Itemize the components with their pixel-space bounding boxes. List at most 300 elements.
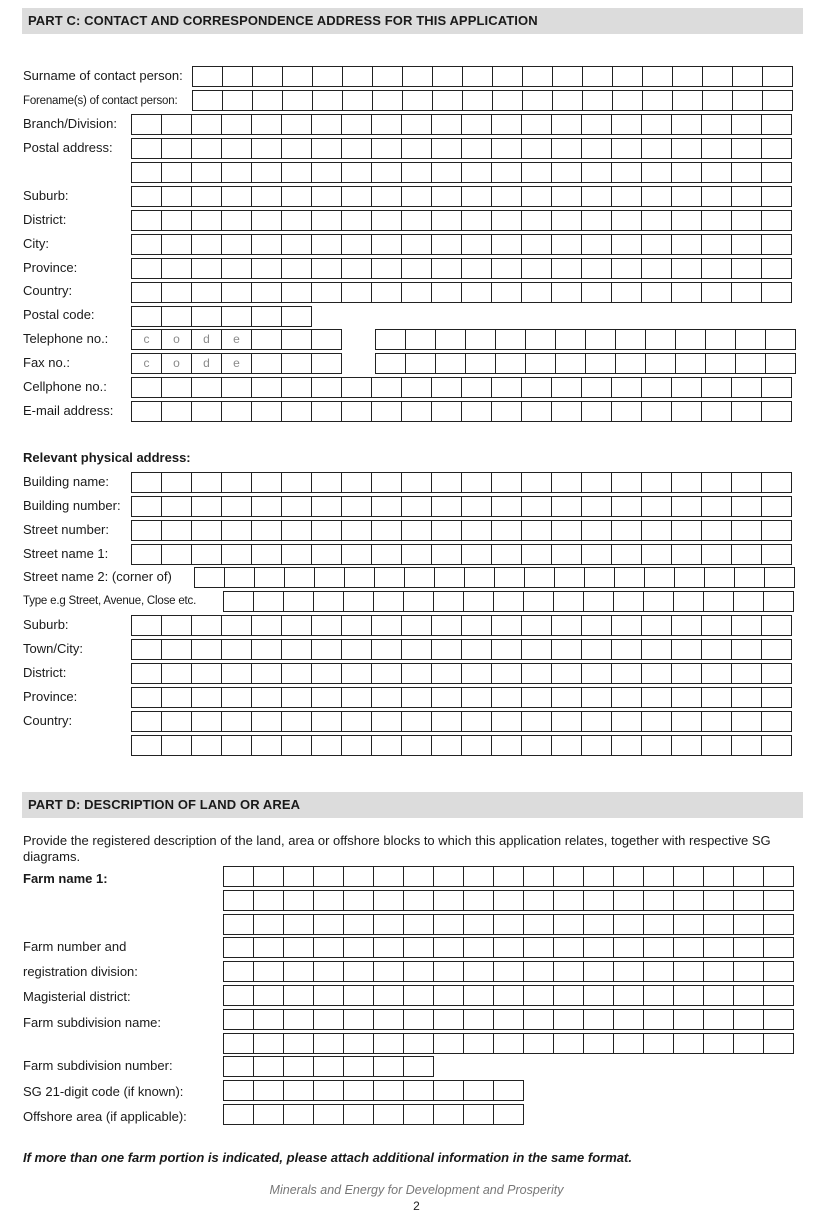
char-box[interactable] — [192, 90, 223, 111]
char-box[interactable] — [611, 544, 642, 565]
char-box[interactable] — [491, 138, 522, 159]
char-box[interactable] — [311, 735, 342, 756]
magisterial-district-boxes[interactable] — [223, 985, 793, 1006]
char-box[interactable] — [641, 282, 672, 303]
building-name-boxes[interactable] — [131, 472, 791, 493]
char-box[interactable] — [555, 329, 586, 350]
char-box[interactable] — [433, 866, 464, 887]
char-box[interactable] — [341, 496, 372, 517]
char-box[interactable] — [703, 890, 734, 911]
subdivision-name-boxes-1[interactable] — [223, 1009, 793, 1030]
char-box[interactable] — [491, 401, 522, 422]
char-box[interactable] — [373, 937, 404, 958]
char-box[interactable] — [551, 711, 582, 732]
char-box[interactable] — [493, 1080, 524, 1101]
char-box[interactable] — [311, 138, 342, 159]
char-box[interactable] — [641, 377, 672, 398]
char-box[interactable] — [553, 591, 584, 612]
char-box[interactable] — [763, 937, 794, 958]
char-box[interactable] — [161, 162, 192, 183]
char-box[interactable] — [131, 282, 162, 303]
char-box[interactable] — [764, 567, 795, 588]
char-box[interactable] — [131, 162, 162, 183]
char-box[interactable] — [433, 937, 464, 958]
char-box[interactable] — [431, 496, 462, 517]
char-box[interactable] — [313, 937, 344, 958]
char-box[interactable] — [553, 1033, 584, 1054]
char-box[interactable] — [521, 210, 552, 231]
char-box[interactable] — [581, 401, 612, 422]
char-box[interactable] — [373, 1009, 404, 1030]
char-box[interactable] — [281, 210, 312, 231]
char-box[interactable] — [131, 639, 162, 660]
char-box[interactable] — [493, 914, 524, 935]
char-box[interactable] — [311, 496, 342, 517]
char-box[interactable] — [313, 866, 344, 887]
char-box[interactable] — [253, 937, 284, 958]
char-box[interactable] — [493, 1033, 524, 1054]
char-box[interactable] — [551, 377, 582, 398]
char-box[interactable] — [463, 866, 494, 887]
char-box[interactable] — [431, 615, 462, 636]
char-box[interactable] — [763, 985, 794, 1006]
char-box[interactable] — [701, 615, 732, 636]
char-box[interactable] — [161, 687, 192, 708]
char-box[interactable] — [641, 711, 672, 732]
char-box[interactable] — [701, 186, 732, 207]
char-box[interactable] — [431, 282, 462, 303]
char-box[interactable] — [341, 663, 372, 684]
char-box[interactable] — [581, 162, 612, 183]
char-box[interactable] — [131, 138, 162, 159]
char-box[interactable] — [251, 138, 282, 159]
char-box[interactable] — [731, 377, 762, 398]
char-box[interactable] — [371, 401, 402, 422]
char-box[interactable] — [521, 162, 552, 183]
offshore-area-boxes[interactable] — [223, 1104, 523, 1125]
char-box[interactable] — [161, 615, 192, 636]
char-box[interactable] — [461, 615, 492, 636]
char-box[interactable] — [284, 567, 315, 588]
char-box[interactable] — [732, 66, 763, 87]
char-box[interactable] — [281, 329, 312, 350]
char-box[interactable] — [221, 401, 252, 422]
char-box[interactable] — [161, 258, 192, 279]
char-box[interactable] — [403, 1104, 434, 1125]
char-box[interactable] — [671, 210, 702, 231]
char-box[interactable] — [731, 496, 762, 517]
char-box[interactable] — [581, 520, 612, 541]
char-box[interactable] — [671, 496, 702, 517]
char-box[interactable] — [311, 639, 342, 660]
char-box[interactable] — [641, 186, 672, 207]
char-box[interactable] — [341, 639, 372, 660]
char-box[interactable] — [373, 866, 404, 887]
char-box[interactable] — [761, 258, 792, 279]
char-box[interactable] — [431, 186, 462, 207]
char-box[interactable] — [701, 711, 732, 732]
char-box[interactable] — [131, 735, 162, 756]
char-box[interactable] — [191, 306, 222, 327]
char-box[interactable] — [281, 138, 312, 159]
char-box[interactable] — [161, 735, 192, 756]
char-box[interactable] — [461, 377, 492, 398]
char-box[interactable] — [431, 210, 462, 231]
char-box[interactable] — [491, 687, 522, 708]
char-box[interactable] — [553, 985, 584, 1006]
char-box[interactable] — [343, 1056, 374, 1077]
char-box[interactable] — [613, 866, 644, 887]
char-box[interactable] — [671, 162, 702, 183]
char-box[interactable] — [435, 353, 466, 374]
char-box[interactable] — [551, 401, 582, 422]
char-box[interactable] — [312, 66, 343, 87]
char-box[interactable] — [221, 687, 252, 708]
char-box[interactable] — [671, 615, 702, 636]
char-box[interactable] — [131, 496, 162, 517]
char-box[interactable] — [491, 114, 522, 135]
char-box[interactable] — [194, 567, 225, 588]
char-box[interactable] — [313, 985, 344, 1006]
town-city-boxes[interactable] — [131, 639, 791, 660]
char-box[interactable] — [313, 1056, 344, 1077]
char-box[interactable] — [521, 114, 552, 135]
char-box[interactable] — [551, 162, 582, 183]
char-box[interactable] — [463, 961, 494, 982]
char-box[interactable] — [521, 735, 552, 756]
char-box[interactable] — [731, 401, 762, 422]
char-box[interactable] — [553, 937, 584, 958]
char-box[interactable] — [461, 114, 492, 135]
char-box[interactable] — [581, 496, 612, 517]
char-box[interactable] — [731, 114, 762, 135]
char-box[interactable] — [641, 520, 672, 541]
surname-boxes[interactable] — [192, 66, 792, 87]
char-box[interactable] — [703, 914, 734, 935]
char-box[interactable] — [311, 663, 342, 684]
char-box[interactable] — [161, 234, 192, 255]
char-box[interactable] — [223, 985, 254, 1006]
char-box[interactable] — [251, 210, 282, 231]
char-box[interactable] — [161, 306, 192, 327]
char-box[interactable] — [283, 591, 314, 612]
char-box[interactable] — [221, 234, 252, 255]
char-box[interactable] — [191, 615, 222, 636]
char-box[interactable] — [251, 114, 282, 135]
char-box[interactable] — [253, 591, 284, 612]
char-box[interactable] — [341, 210, 372, 231]
char-box[interactable] — [373, 985, 404, 1006]
char-box[interactable] — [341, 282, 372, 303]
char-box[interactable] — [673, 1009, 704, 1030]
char-box[interactable] — [432, 66, 463, 87]
char-box[interactable] — [371, 687, 402, 708]
char-box[interactable] — [673, 985, 704, 1006]
char-box[interactable] — [191, 138, 222, 159]
char-box[interactable] — [701, 639, 732, 660]
char-box[interactable] — [401, 544, 432, 565]
char-box[interactable] — [551, 138, 582, 159]
char-box[interactable] — [613, 914, 644, 935]
char-box[interactable] — [551, 639, 582, 660]
char-box[interactable] — [581, 210, 612, 231]
char-box[interactable] — [433, 985, 464, 1006]
char-box[interactable] — [221, 138, 252, 159]
char-box[interactable] — [521, 615, 552, 636]
char-box[interactable] — [731, 186, 762, 207]
char-box[interactable] — [281, 186, 312, 207]
char-box[interactable] — [761, 711, 792, 732]
char-box[interactable] — [223, 1080, 254, 1101]
char-box[interactable] — [523, 866, 554, 887]
char-box[interactable] — [461, 735, 492, 756]
char-box[interactable] — [674, 567, 705, 588]
phys-country-boxes-1[interactable] — [131, 711, 791, 732]
char-box[interactable] — [492, 66, 523, 87]
char-box[interactable] — [251, 544, 282, 565]
char-box[interactable] — [131, 711, 162, 732]
char-box[interactable] — [161, 186, 192, 207]
char-box[interactable] — [731, 687, 762, 708]
char-box[interactable] — [311, 401, 342, 422]
char-box[interactable] — [641, 735, 672, 756]
char-box[interactable] — [671, 520, 702, 541]
char-box[interactable] — [581, 114, 612, 135]
char-box[interactable] — [765, 329, 796, 350]
char-box[interactable] — [703, 961, 734, 982]
char-box[interactable] — [461, 234, 492, 255]
char-box[interactable] — [281, 114, 312, 135]
char-box[interactable] — [283, 937, 314, 958]
city-boxes[interactable] — [131, 234, 791, 255]
char-box[interactable] — [252, 90, 283, 111]
char-box[interactable] — [253, 890, 284, 911]
char-box[interactable] — [223, 1009, 254, 1030]
char-box[interactable] — [583, 890, 614, 911]
char-box[interactable] — [645, 353, 676, 374]
char-box[interactable] — [431, 114, 462, 135]
char-box[interactable] — [431, 687, 462, 708]
char-box[interactable] — [583, 1033, 614, 1054]
char-box[interactable] — [251, 377, 282, 398]
char-box[interactable] — [431, 663, 462, 684]
char-box[interactable] — [641, 687, 672, 708]
char-box[interactable] — [554, 567, 585, 588]
char-box[interactable] — [761, 162, 792, 183]
char-box[interactable] — [403, 937, 434, 958]
char-box[interactable] — [522, 66, 553, 87]
char-box[interactable] — [701, 210, 732, 231]
char-box[interactable] — [431, 735, 462, 756]
char-box[interactable] — [675, 353, 706, 374]
char-box[interactable] — [223, 1104, 254, 1125]
char-box[interactable] — [461, 210, 492, 231]
char-box[interactable] — [253, 1033, 284, 1054]
char-box[interactable] — [701, 258, 732, 279]
char-box[interactable] — [672, 66, 703, 87]
char-box[interactable] — [191, 687, 222, 708]
char-box[interactable] — [431, 472, 462, 493]
char-box[interactable] — [765, 353, 796, 374]
char-box[interactable] — [551, 520, 582, 541]
char-box[interactable] — [281, 615, 312, 636]
char-box[interactable] — [405, 353, 436, 374]
char-box[interactable] — [673, 1033, 704, 1054]
char-box[interactable] — [523, 591, 554, 612]
char-box[interactable] — [313, 914, 344, 935]
char-box[interactable] — [611, 735, 642, 756]
char-box[interactable] — [223, 914, 254, 935]
char-box[interactable] — [283, 1104, 314, 1125]
char-box[interactable] — [401, 162, 432, 183]
char-box[interactable] — [615, 329, 646, 350]
char-box[interactable] — [281, 639, 312, 660]
char-box[interactable] — [221, 186, 252, 207]
char-box[interactable] — [343, 1104, 374, 1125]
char-box[interactable] — [191, 210, 222, 231]
char-box[interactable] — [371, 711, 402, 732]
char-box[interactable] — [161, 639, 192, 660]
char-box[interactable] — [251, 234, 282, 255]
char-box[interactable] — [761, 234, 792, 255]
char-box[interactable] — [435, 329, 466, 350]
char-box[interactable] — [703, 937, 734, 958]
char-box[interactable] — [311, 472, 342, 493]
char-box[interactable] — [761, 615, 792, 636]
char-box[interactable] — [221, 615, 252, 636]
char-box[interactable] — [491, 711, 522, 732]
char-box[interactable] — [281, 258, 312, 279]
telephone-number-boxes[interactable] — [375, 329, 795, 350]
char-box[interactable] — [671, 282, 702, 303]
char-box[interactable] — [251, 472, 282, 493]
char-box[interactable] — [311, 114, 342, 135]
char-box[interactable] — [161, 663, 192, 684]
char-box[interactable] — [493, 985, 524, 1006]
char-box[interactable] — [675, 329, 706, 350]
char-box[interactable] — [613, 1009, 644, 1030]
char-box[interactable] — [282, 66, 313, 87]
char-box[interactable] — [461, 687, 492, 708]
char-box[interactable] — [491, 258, 522, 279]
farm-name-boxes-3[interactable] — [223, 914, 793, 935]
char-box[interactable] — [253, 866, 284, 887]
char-box[interactable] — [673, 937, 704, 958]
char-box[interactable] — [463, 985, 494, 1006]
char-box[interactable] — [583, 914, 614, 935]
char-box[interactable] — [401, 663, 432, 684]
char-box[interactable] — [613, 890, 644, 911]
char-box[interactable] — [401, 639, 432, 660]
char-box[interactable] — [491, 377, 522, 398]
char-box[interactable] — [551, 472, 582, 493]
char-box[interactable] — [641, 472, 672, 493]
farm-number-boxes-2[interactable] — [223, 961, 793, 982]
char-box[interactable] — [403, 1056, 434, 1077]
char-box[interactable] — [641, 234, 672, 255]
char-box[interactable] — [405, 329, 436, 350]
char-box[interactable] — [161, 138, 192, 159]
char-box[interactable] — [161, 496, 192, 517]
char-box[interactable] — [611, 687, 642, 708]
char-box[interactable] — [431, 711, 462, 732]
char-box[interactable] — [251, 615, 282, 636]
char-box[interactable] — [251, 306, 282, 327]
char-box[interactable] — [612, 66, 643, 87]
char-box[interactable] — [131, 234, 162, 255]
char-box[interactable] — [461, 138, 492, 159]
char-box[interactable] — [281, 496, 312, 517]
char-box[interactable] — [403, 961, 434, 982]
char-box[interactable] — [641, 639, 672, 660]
char-box[interactable] — [371, 377, 402, 398]
char-box[interactable] — [283, 1056, 314, 1077]
char-box[interactable] — [191, 496, 222, 517]
char-box[interactable] — [761, 687, 792, 708]
char-box[interactable] — [192, 66, 223, 87]
char-box[interactable] — [524, 567, 555, 588]
char-box[interactable] — [553, 890, 584, 911]
char-box[interactable] — [611, 377, 642, 398]
char-box[interactable] — [131, 544, 162, 565]
char-box[interactable] — [734, 567, 765, 588]
char-box[interactable] — [221, 711, 252, 732]
char-box[interactable] — [701, 544, 732, 565]
char-box[interactable] — [731, 639, 762, 660]
char-box[interactable] — [253, 914, 284, 935]
char-box[interactable] — [283, 985, 314, 1006]
char-box[interactable] — [641, 615, 672, 636]
char-box[interactable] — [131, 306, 162, 327]
char-box[interactable] — [463, 890, 494, 911]
char-box[interactable] — [733, 1033, 764, 1054]
char-box[interactable] — [671, 472, 702, 493]
char-box[interactable] — [341, 472, 372, 493]
char-box[interactable] — [611, 496, 642, 517]
char-box[interactable] — [283, 1033, 314, 1054]
char-box[interactable] — [281, 544, 312, 565]
char-box[interactable] — [732, 90, 763, 111]
char-box[interactable] — [223, 591, 254, 612]
char-box[interactable] — [581, 615, 612, 636]
char-box[interactable] — [373, 1080, 404, 1101]
char-box[interactable] — [461, 663, 492, 684]
postal-code-boxes[interactable] — [131, 306, 311, 327]
farm-name-boxes-1[interactable] — [223, 866, 793, 887]
char-box[interactable] — [191, 735, 222, 756]
char-box[interactable] — [523, 937, 554, 958]
suburb-boxes[interactable] — [131, 186, 791, 207]
char-box[interactable] — [731, 138, 762, 159]
char-box[interactable] — [493, 1009, 524, 1030]
char-box[interactable] — [731, 210, 762, 231]
char-box[interactable] — [701, 496, 732, 517]
char-box[interactable] — [491, 162, 522, 183]
char-box[interactable] — [401, 711, 432, 732]
char-box[interactable] — [371, 735, 402, 756]
char-box[interactable] — [341, 735, 372, 756]
char-box[interactable] — [401, 138, 432, 159]
char-box[interactable] — [731, 472, 762, 493]
char-box[interactable] — [403, 866, 434, 887]
char-box[interactable] — [611, 234, 642, 255]
char-box[interactable] — [254, 567, 285, 588]
char-box[interactable] — [373, 1104, 404, 1125]
char-box[interactable] — [553, 866, 584, 887]
char-box[interactable] — [611, 282, 642, 303]
char-box[interactable] — [552, 66, 583, 87]
char-box[interactable] — [701, 114, 732, 135]
